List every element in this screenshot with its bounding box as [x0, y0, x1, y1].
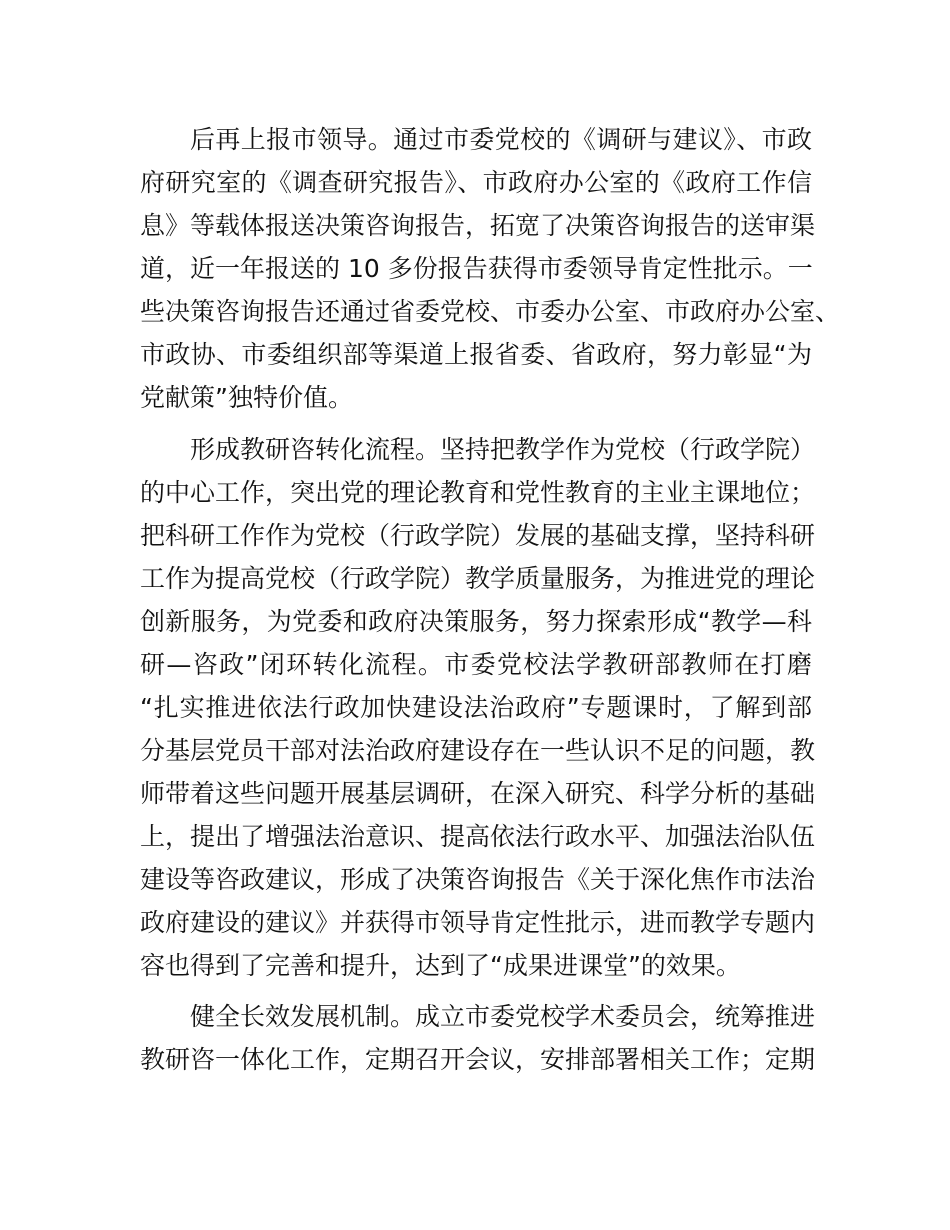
paragraph-2-line: “扎实推进依法行政加快建设法治政府”专题课时，了解到部 — [140, 693, 812, 722]
paragraph-1-line: 些决策咨询报告还通过省委党校、市委办公室、市政府办公室、 — [140, 297, 841, 326]
paragraph-2-line: 研—咨政”闭环转化流程。市委党校法学教研部教师在打磨 — [140, 650, 812, 679]
paragraph-1-line: 市政协、市委组织部等渠道上报省委、省政府，努力彰显“为 — [140, 340, 812, 369]
paragraph-2-line: 创新服务，为党委和政府决策服务，努力探索形成“教学—科 — [140, 607, 812, 636]
paragraph-1-line: 府研究室的《调查研究报告》、市政府办公室的《政府工作信 — [140, 168, 812, 197]
paragraph-2-line: 政府建设的建议》并获得市领导肯定性批示，进而教学专题内 — [140, 908, 816, 937]
paragraph-2-line: 师带着这些问题开展基层调研，在深入研究、科学分析的基础 — [140, 779, 816, 808]
paragraph-3-line: 教研咨一体化工作，定期召开会议，安排部署相关工作；定期 — [140, 1045, 816, 1074]
paragraph-2-line: 形成教研咨转化流程。坚持把教学作为党校（行政学院） — [190, 435, 816, 464]
paragraph-1-line: 党献策”独特价值。 — [140, 383, 353, 412]
paragraph-2-line: 分基层党员干部对法治政府建设存在一些认识不足的问题，教 — [140, 736, 816, 765]
paragraph-2-line: 容也得到了完善和提升，达到了“成果进课堂”的效果。 — [140, 951, 741, 980]
paragraph-2-line: 把科研工作作为党校（行政学院）发展的基础支撑，坚持科研 — [140, 521, 816, 550]
paragraph-1-line: 息》等载体报送决策咨询报告，拓宽了决策咨询报告的送审渠 — [140, 211, 816, 240]
paragraph-1-line: 后再上报市领导。通过市委党校的《调研与建议》、市政 — [190, 125, 812, 154]
paragraph-2-line: 上，提出了增强法治意识、提高依法行政水平、加强法治队伍 — [140, 822, 816, 851]
paragraph-2-line: 的中心工作，突出党的理论教育和党性教育的主业主课地位； — [140, 478, 816, 507]
paragraph-2-line: 建设等咨政建议，形成了决策咨询报告《关于深化焦作市法治 — [140, 865, 816, 894]
paragraph-1-line: 道，近一年报送的 10 多份报告获得市委领导肯定性批示。一 — [140, 254, 813, 283]
paragraph-3-line: 健全长效发展机制。成立市委党校学术委员会，统筹推进 — [190, 1002, 816, 1031]
paragraph-2-line: 工作为提高党校（行政学院）教学质量服务，为推进党的理论 — [140, 564, 816, 593]
